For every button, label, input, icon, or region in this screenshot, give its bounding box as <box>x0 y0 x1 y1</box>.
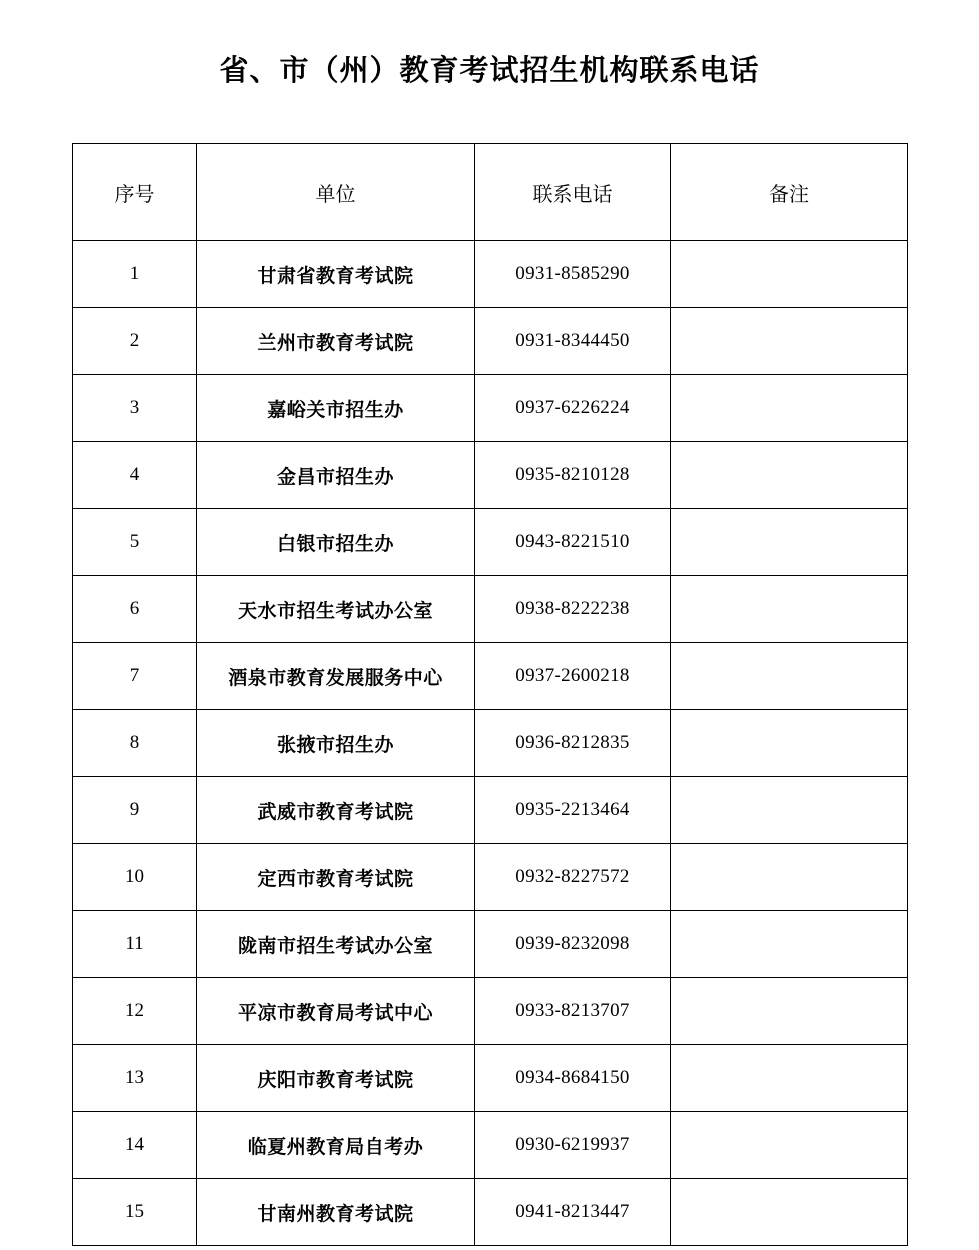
cell-note <box>671 1045 908 1112</box>
cell-note <box>671 308 908 375</box>
cell-note <box>671 241 908 308</box>
table-row <box>73 375 908 442</box>
cell-unit: 平凉市教育局考试中心 <box>197 978 475 1045</box>
cell-unit: 酒泉市教育发展服务中心 <box>197 643 475 710</box>
cell-phone: 0935-2213464 <box>475 777 671 844</box>
cell-note <box>671 643 908 710</box>
column-header-unit: 单位 <box>197 144 475 241</box>
column-header-index: 序号 <box>73 144 197 241</box>
cell-note <box>671 509 908 576</box>
cell-phone: 0931-8585290 <box>475 241 671 308</box>
cell-unit: 嘉峪关市招生办 <box>197 375 475 442</box>
column-header-phone: 联系电话 <box>475 144 671 241</box>
cell-phone: 0934-8684150 <box>475 1045 671 1112</box>
cell-unit: 兰州市教育考试院 <box>197 308 475 375</box>
cell-index: 5 <box>73 509 197 576</box>
table-body <box>73 241 908 1246</box>
cell-phone: 0937-2600218 <box>475 643 671 710</box>
cell-phone: 0936-8212835 <box>475 710 671 777</box>
table-header-row <box>73 144 908 241</box>
cell-phone: 0939-8232098 <box>475 911 671 978</box>
cell-unit: 陇南市招生考试办公室 <box>197 911 475 978</box>
cell-index: 15 <box>73 1179 197 1246</box>
cell-unit: 庆阳市教育考试院 <box>197 1045 475 1112</box>
cell-phone: 0931-8344450 <box>475 308 671 375</box>
cell-index: 1 <box>73 241 197 308</box>
cell-unit: 白银市招生办 <box>197 509 475 576</box>
table-row <box>73 576 908 643</box>
table-row <box>73 643 908 710</box>
cell-note <box>671 978 908 1045</box>
cell-unit: 甘南州教育考试院 <box>197 1179 475 1246</box>
cell-index: 6 <box>73 576 197 643</box>
cell-note <box>671 844 908 911</box>
cell-unit: 天水市招生考试办公室 <box>197 576 475 643</box>
cell-phone: 0932-8227572 <box>475 844 671 911</box>
table-row <box>73 844 908 911</box>
cell-phone: 0943-8221510 <box>475 509 671 576</box>
table-row <box>73 1112 908 1179</box>
table-row <box>73 1179 908 1246</box>
cell-index: 9 <box>73 777 197 844</box>
cell-note <box>671 1112 908 1179</box>
table-row <box>73 442 908 509</box>
cell-index: 4 <box>73 442 197 509</box>
table-row <box>73 911 908 978</box>
contact-table <box>72 143 908 1246</box>
column-header-note: 备注 <box>671 144 908 241</box>
cell-phone: 0933-8213707 <box>475 978 671 1045</box>
cell-phone: 0941-8213447 <box>475 1179 671 1246</box>
table-row <box>73 777 908 844</box>
cell-index: 10 <box>73 844 197 911</box>
cell-unit: 武威市教育考试院 <box>197 777 475 844</box>
cell-note <box>671 576 908 643</box>
cell-note <box>671 777 908 844</box>
cell-index: 3 <box>73 375 197 442</box>
table-row <box>73 1045 908 1112</box>
cell-phone: 0930-6219937 <box>475 1112 671 1179</box>
table-row <box>73 509 908 576</box>
cell-unit: 金昌市招生办 <box>197 442 475 509</box>
cell-index: 2 <box>73 308 197 375</box>
cell-note <box>671 375 908 442</box>
page-title: 省、市（州）教育考试招生机构联系电话 <box>219 55 760 87</box>
cell-index: 12 <box>73 978 197 1045</box>
cell-unit: 临夏州教育局自考办 <box>197 1112 475 1179</box>
table-row <box>73 978 908 1045</box>
cell-unit: 张掖市招生办 <box>197 710 475 777</box>
cell-note <box>671 710 908 777</box>
cell-phone: 0935-8210128 <box>475 442 671 509</box>
table-row <box>73 308 908 375</box>
cell-index: 14 <box>73 1112 197 1179</box>
table-row <box>73 241 908 308</box>
cell-note <box>671 442 908 509</box>
cell-note <box>671 1179 908 1246</box>
cell-index: 11 <box>73 911 197 978</box>
cell-phone: 0937-6226224 <box>475 375 671 442</box>
cell-phone: 0938-8222238 <box>475 576 671 643</box>
cell-index: 7 <box>73 643 197 710</box>
cell-unit: 甘肃省教育考试院 <box>197 241 475 308</box>
cell-note <box>671 911 908 978</box>
table-container <box>0 143 979 1246</box>
cell-unit: 定西市教育考试院 <box>197 844 475 911</box>
cell-index: 13 <box>73 1045 197 1112</box>
table-row <box>73 710 908 777</box>
cell-index: 8 <box>73 710 197 777</box>
table-header <box>73 144 908 241</box>
